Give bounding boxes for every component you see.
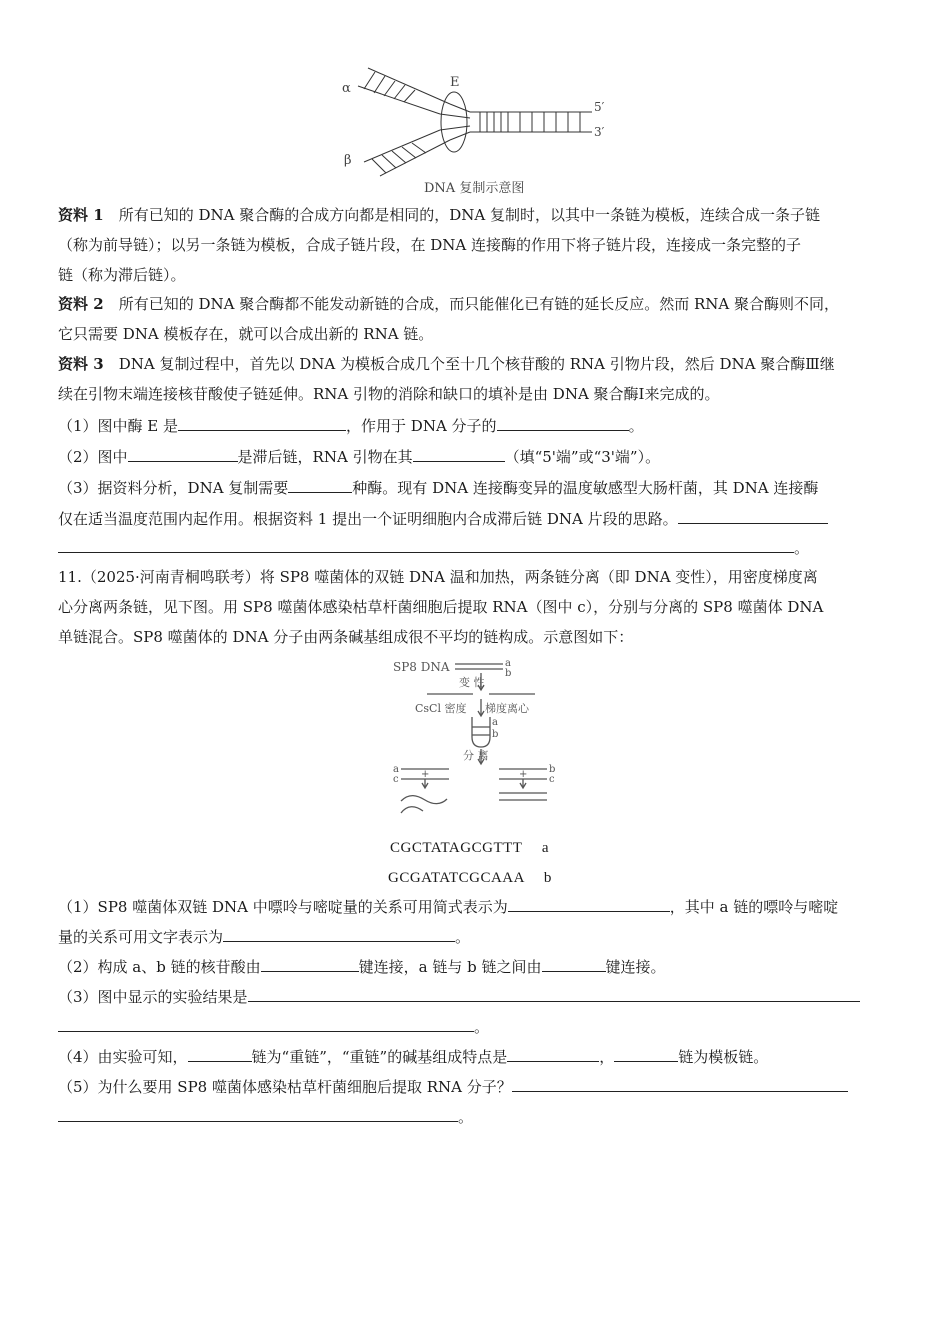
fig-tube-a-label: a (492, 717, 498, 728)
answer-blank[interactable] (288, 477, 352, 493)
answer-blank[interactable] (614, 1046, 678, 1062)
answer-blank[interactable] (248, 986, 860, 1002)
label-beta: β (344, 153, 352, 168)
answer-blank[interactable] (58, 537, 794, 553)
q11-intro-1: 11.（2025·河南青桐鸣联考）将 SP8 噬菌体的双链 DNA 温和加热，两条链分离（即 DNA 变性），用密度梯度离 (58, 568, 818, 586)
q11-4: （4）由实验可知， 链为“重链”，“重链”的碱基组成特点是 ， 链为模板链。 (58, 1048, 769, 1066)
answer-blank[interactable] (58, 1016, 474, 1032)
q10-3-line-2: 仅在适当温度范围内起作用。根据资料 1 提出一个证明细胞内合成滞后链 DNA 片段的思路。 (58, 508, 892, 529)
q10-3-line-3: 。 (58, 537, 892, 558)
answer-blank[interactable] (542, 956, 606, 972)
fig-separate-label: 分 离 (463, 749, 489, 762)
q11-5-line-2: 。 (58, 1106, 892, 1127)
fig-left-c-label: c (393, 774, 399, 785)
sequence-a: CGCTATAGCGTTT a (390, 840, 550, 856)
answer-blank[interactable] (261, 956, 359, 972)
fig-centrifuge-label: 梯度离心 (485, 702, 529, 715)
q10-3-line-1: （3）据资料分析，DNA 复制需要 种酶。现有 DNA 连接酶变异的温度敏感型大肠杆菌，其 DNA 连接酶 (58, 479, 819, 497)
fig-left-plus: + (421, 769, 430, 780)
q11-intro-2: 心分离两条链，见下图。用 SP8 噬菌体感染枯草杆菌细胞后提取 RNA（图中 c），分别与分离的 SP8 噬菌体 DNA (58, 598, 824, 616)
fig-left-a-label: a (393, 764, 399, 775)
material-3-line-1: 资料 3 DNA 复制过程中，首先以 DNA 为模板合成几个至十几个核苷酸的 RNA 引物片段，然后 DNA 聚合酶Ⅲ继 (58, 355, 835, 373)
material-2-line-2: 它只需要 DNA 模板存在，就可以合成出新的 RNA 链。 (58, 325, 434, 343)
answer-blank[interactable] (497, 415, 629, 431)
answer-blank[interactable] (678, 508, 828, 524)
answer-blank[interactable] (128, 446, 238, 462)
q11-2: （2）构成 a、b 链的核苷酸由 键连接，a 链与 b 链之间由 键连接。 (58, 958, 666, 976)
q10-1: （1）图中酶 E 是 ，作用于 DNA 分子的 。 (58, 417, 644, 435)
fig-tube-b-label: b (492, 729, 499, 740)
fig-right-c-label: c (549, 774, 555, 785)
q11-3-line-2: 。 (58, 1016, 892, 1037)
fig-cscl-label: CsCl 密度 (415, 702, 467, 715)
q11-3-line-1: （3）图中显示的实验结果是 (58, 986, 892, 1007)
answer-blank[interactable] (188, 1046, 252, 1062)
answer-blank[interactable] (507, 1046, 599, 1062)
label-alpha: α (342, 81, 351, 96)
label-5-prime: 5′ (594, 100, 605, 114)
sequence-b: GCGATATCGCAAA b (388, 870, 552, 886)
fig-sp8-label: SP8 DNA (393, 660, 450, 674)
label-3-prime: 3′ (594, 125, 605, 139)
sp8-separation-figure (385, 655, 575, 830)
fig-denature-label: 变 性 (459, 676, 485, 689)
q11-5-line-1: （5）为什么要用 SP8 噬菌体感染枯草杆菌细胞后提取 RNA 分子？ (58, 1076, 892, 1097)
q10-2: （2）图中 是滞后链，RNA 引物在其 （填“5'端”或“3'端”）。 (58, 448, 661, 466)
answer-blank[interactable] (223, 926, 455, 942)
material-1-line-1: 资料 1 所有已知的 DNA 聚合酶的合成方向都是相同的，DNA 复制时，以其中一条链为模板，连续合成一条子链 (58, 206, 820, 224)
answer-blank[interactable] (512, 1076, 848, 1092)
label-enzyme-e: E (450, 75, 460, 90)
dna-replication-figure (330, 62, 620, 180)
q11-intro-3: 单链混合。SP8 噬菌体的 DNA 分子由两条碱基组成很不平均的链构成。示意图如下： (58, 628, 634, 646)
answer-blank[interactable] (178, 415, 346, 431)
q11-1-line-2: 量的关系可用文字表示为 。 (58, 928, 471, 946)
fig-right-b-label: b (549, 764, 556, 775)
figure-caption: DNA 复制示意图 (424, 181, 525, 196)
material-1-line-2: （称为前导链）；以另一条链为模板，合成子链片段，在 DNA 连接酶的作用下将子链片段，连接成一条完整的子 (58, 236, 802, 254)
material-1-line-3: 链（称为滞后链）。 (58, 266, 186, 284)
answer-blank[interactable] (508, 896, 670, 912)
material-2-line-1: 资料 2 所有已知的 DNA 聚合酶都不能发动新链的合成，而只能催化已有链的延长反应。然而 RNA 聚合酶则不同， (58, 295, 839, 313)
answer-blank[interactable] (58, 1106, 458, 1122)
fig-b-label: b (505, 668, 512, 679)
fig-right-plus: + (519, 769, 528, 780)
answer-blank[interactable] (413, 446, 505, 462)
q11-1-line-1: （1）SP8 噬菌体双链 DNA 中嘌呤与嘧啶量的关系可用简式表示为 ，其中 a 链的嘌呤与嘧啶 (58, 898, 839, 916)
material-3-line-2: 续在引物末端连接核苷酸使子链延伸。RNA 引物的消除和缺口的填补是由 DNA 聚合酶Ⅰ来完成的。 (58, 385, 720, 403)
fig-a-label: a (505, 658, 511, 669)
